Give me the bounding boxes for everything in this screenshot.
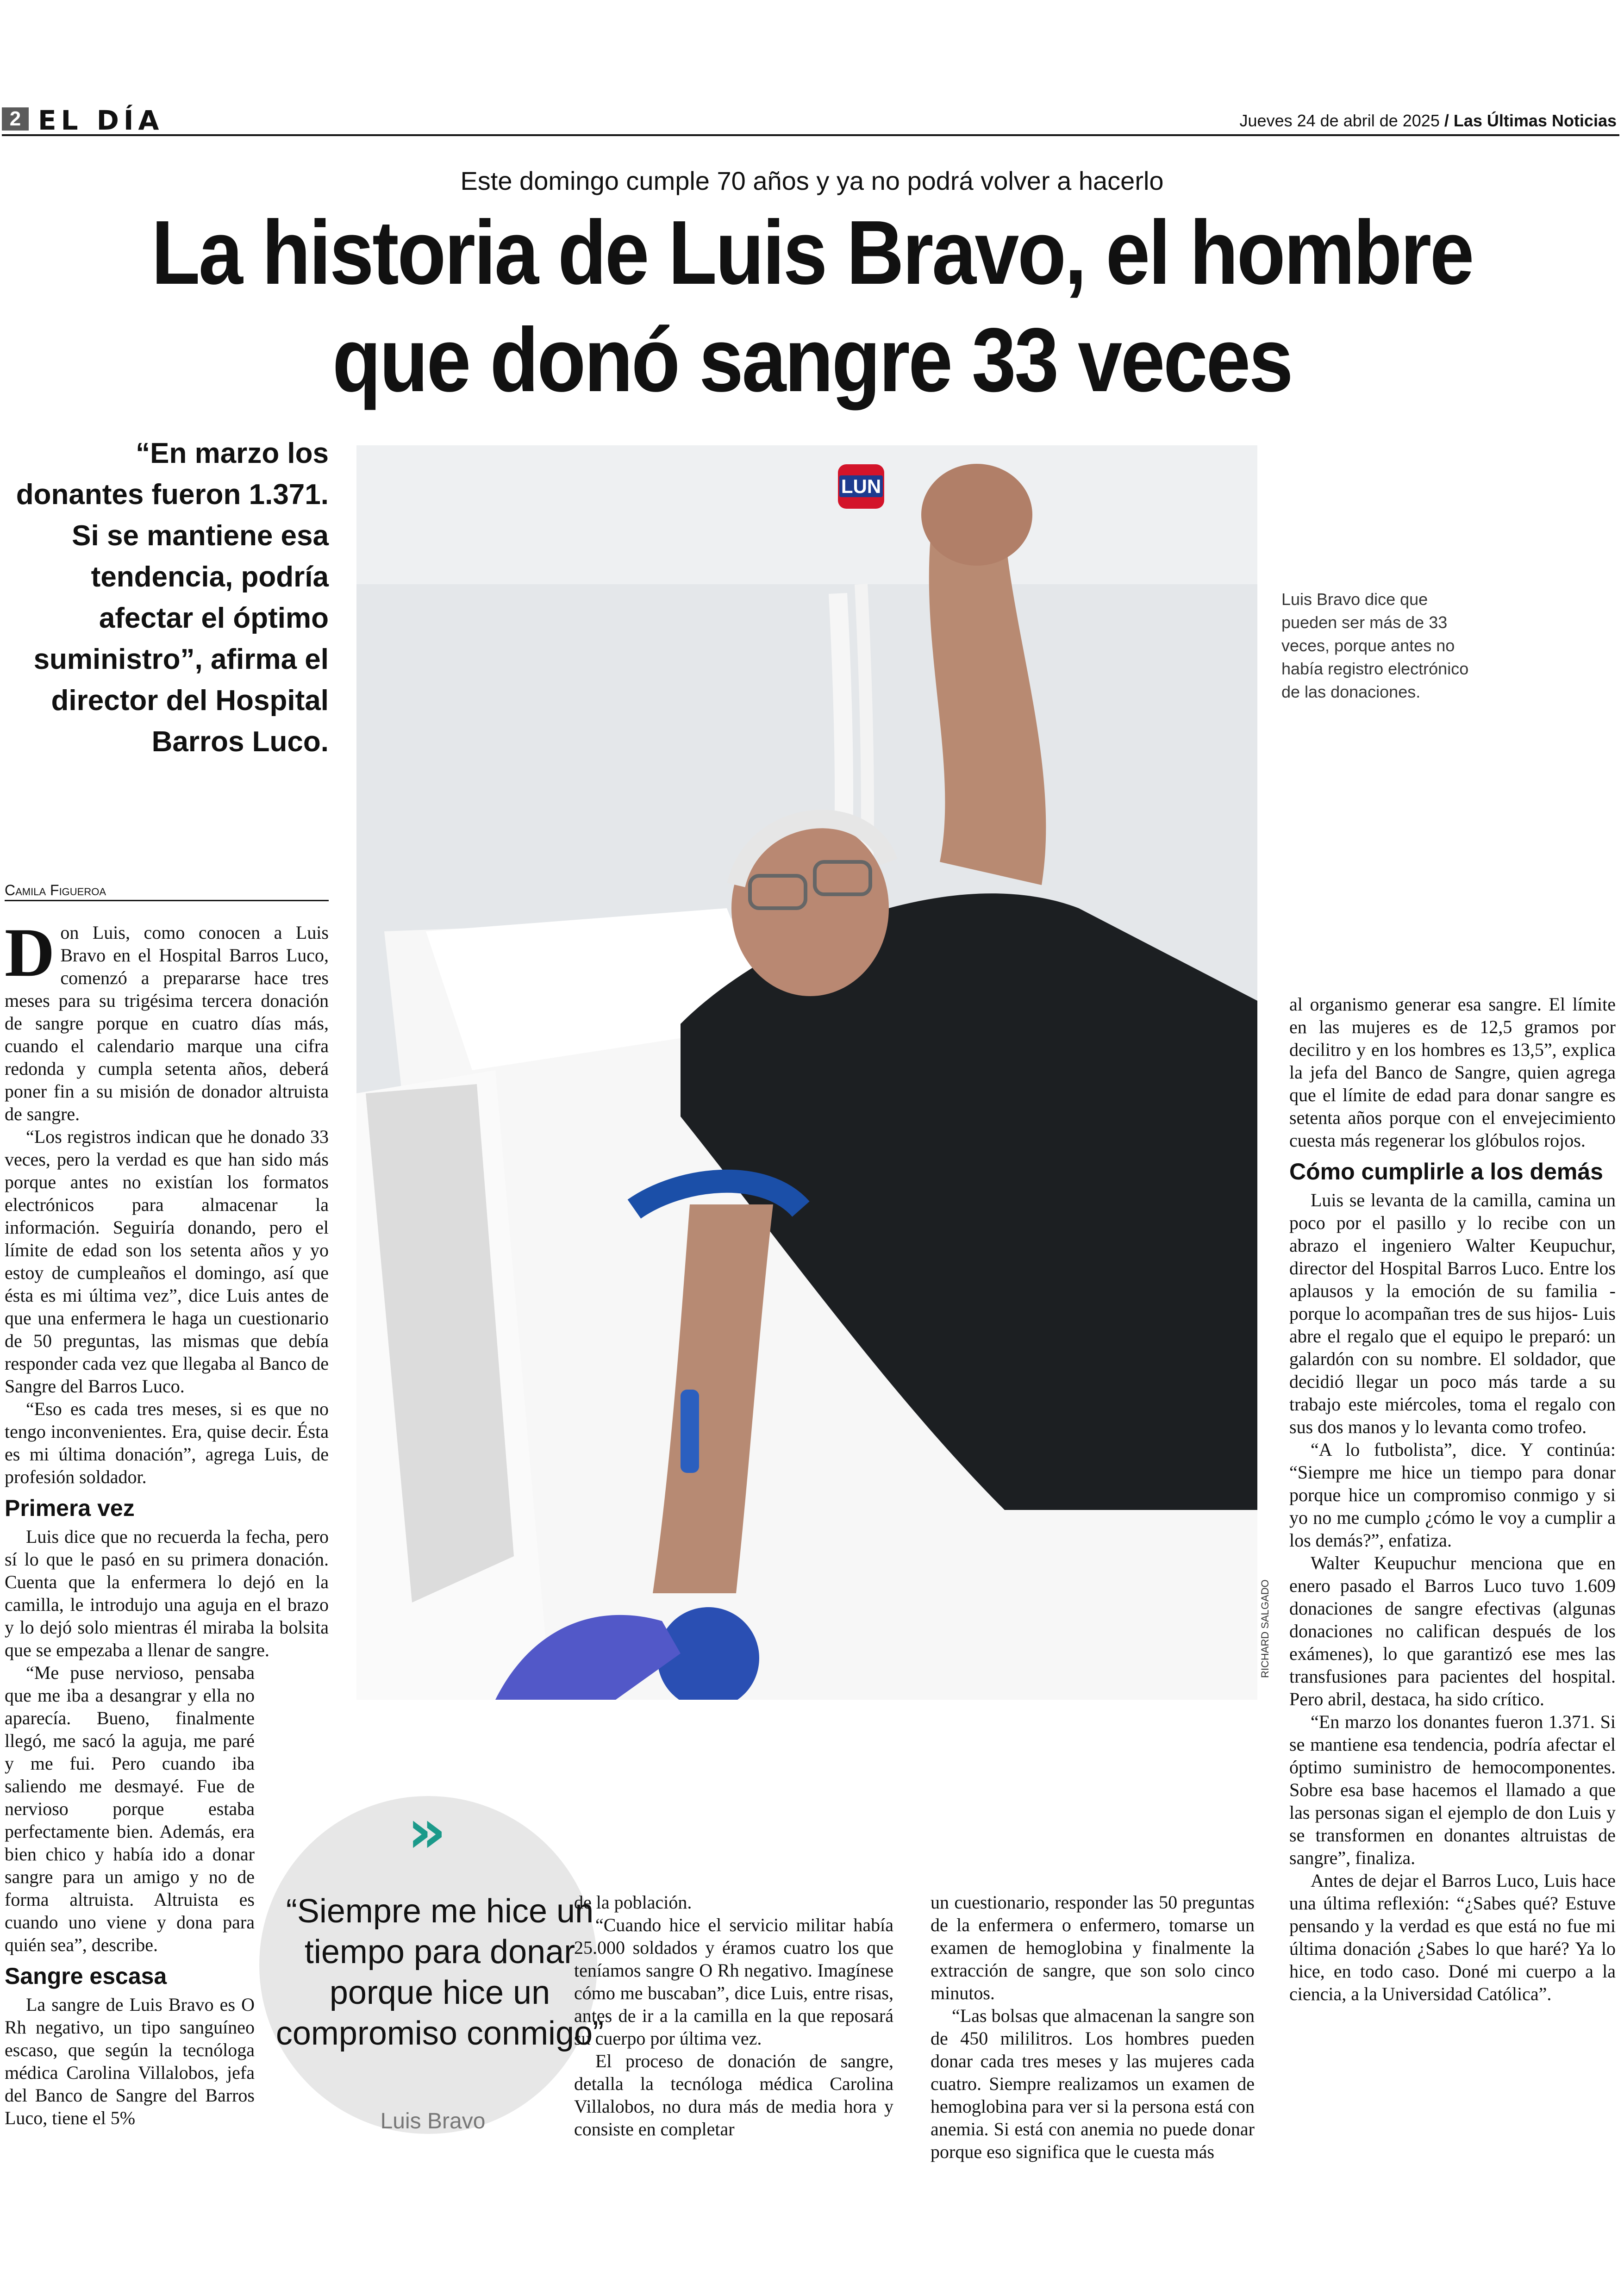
paragraph: al organismo generar esa sangre. El límite en las mujeres es de 12,5 gramos por decilitro y en los hombres es 13,5”, explica la jefa del Banco de Sangre, quien agrega que el límite de edad para donar sangre es setenta años porque con el envejecimiento cuesta más regenerar los glóbulos rojos. [1289, 994, 1616, 1151]
paragraph: Luis dice que no recuerda la fecha, pero sí lo que le pasó en su primera donación. Cuenta que la enfermera lo dejó en la camilla, le introdujo una aguja en el brazo y lo dejó solo mientras él miraba la bolsita que se empezaba a llenar de sangre. [5, 1526, 329, 1660]
subhead-como-cumplirle: Cómo cumplirle a los demás [1289, 1159, 1603, 1185]
lun-logo-text: LUN [839, 475, 883, 497]
drop-cap: D [5, 914, 55, 991]
headline-line-1: La historia de Luis Bravo, el hombre [151, 202, 1473, 303]
paragraph: “Me puse nervioso, pensaba que me iba a desangrar y ella no aparecía. Bueno, finalmente llegó, me sacó la aguja, me paré y me fui. Pero cuando iba saliendo me desmayé. Fue de nervioso porque estaba perfectamente bien. Además, era bien chico y había ido a donar sangre para un amigo y no de forma altruista. Altruista es cuando uno viene y dona para quién sea”, describe. [5, 1662, 255, 1955]
photo-credit: RICHARD SALGADO [1259, 1579, 1271, 1678]
donor-illustration [356, 445, 1257, 1700]
issue-date [1240, 111, 1617, 131]
page-header [2, 106, 1619, 136]
wrapped-text [5, 1661, 255, 2129]
page-number: 2 [2, 107, 29, 131]
paragraph: Antes de dejar el Barros Luco, Luis hace una última reflexión: “¿Sabes qué? Estuve pensando y la verdad es que está no fue mi última donación ¿Sabes lo que haré? Ya lo hice, en todo caso. Doné mi cuerpo a la ciencia, a la Universidad Católica”. [1289, 1870, 1616, 2004]
headline [130, 199, 1494, 414]
headline-line-2: que donó sangre 33 veces [332, 309, 1292, 411]
paragraph-text: on Luis, como conocen a Luis Bravo en el Hospital Barros Luco, comenzó a prepararse hace tres meses para su trigésima tercera donación de sangre porque en cuatro días más, cuando el calendario marque una cifra redonda y cumpla setenta años, deberá poner fin a su misión de donador altruista de sangre. [5, 922, 329, 1124]
paragraph: “Los registros indican que he donado 33 veces, pero la verdad es que han sido más porque antes no existían los formatos electrónicos para almacenar la información. Seguiría donando, pero el límite de edad son los setenta años y yo estoy de cumpleaños el domingo, así que ésta es mi última vez”, dice Luis antes de que una enfermera le haga un cuestionario de 50 preguntas, las mismas que debía responder cada vez que llegaba al Banco de Sangre del Barros Luco. [5, 1126, 329, 1397]
paragraph: La sangre de Luis Bravo es O Rh negativo, un tipo sanguíneo escaso, que según la tecnóloga médica Carolina Villalobos, jefa del Banco de Sangre del Barros Luco, tiene el 5% [5, 1994, 255, 2128]
kicker: Este domingo cumple 70 años y ya no podrá volver a hacerlo [460, 166, 1164, 195]
byline: Camila Figueroa [5, 882, 329, 901]
paragraph [5, 914, 329, 1125]
lead-quote: “En marzo los donantes fueron 1.371. Si se mantiene esa tendencia, podría afectar el óptimo suministro”, afirma el director del Hospital Barros Luco. [16, 437, 329, 758]
pull-quote-text: “Siempre me hice un tiempo para donar porque hice un compromiso conmigo” [275, 1893, 604, 2052]
paragraph: “Eso es cada tres meses, si es que no tengo inconvenientes. Era, quise decir. Ésta es mi última donación”, agrega Luis, de profesión soldador. [5, 1398, 329, 1487]
main-photo [356, 445, 1257, 1700]
paragraph: “Cuando hice el servicio militar había 25.000 soldados y éramos cuatro los que teníamos sangre O Rh negativo. Imagínese cómo me buscaban”, dice Luis, entre risas, antes de ir a la camilla en la que reposará su cuerpo por última vez. [574, 1915, 893, 2049]
column-2 [574, 1891, 893, 2140]
paragraph: “A lo futbolista”, dice. Y continúa: “Siempre me hice un tiempo para donar porque hice un compromiso conmigo y si yo no me cumplo ¿cómo le voy a cumplir a los demás?”, enfatiza. [1289, 1439, 1616, 1551]
quote-chevron-icon: » [407, 1796, 436, 1866]
paragraph: un cuestionario, responder las 50 preguntas de la enfermera o enfermero, tomarse un examen de hemoglobina y finalmente la extracción de sangre, que son solo cinco minutos. [931, 1892, 1255, 2003]
section-name: EL DÍA [38, 105, 164, 136]
date-text: Jueves 24 de abril de 2025 [1239, 111, 1440, 130]
pull-quote-author: Luis Bravo [380, 2109, 486, 2133]
column-3 [931, 1891, 1255, 2163]
publication-name: Las Últimas Noticias [1453, 111, 1617, 130]
date-separator: / [1439, 111, 1454, 130]
paragraph: de la población. [574, 1892, 692, 1913]
paragraph: Walter Keupuchur menciona que en enero pasado el Barros Luco tuvo 1.609 donaciones de sangre efectivas (algunas donaciones no califican después de los exámenes), lo que garantizó ese mes las transfusiones para pacientes del hospital. Pero abril, destaca, ha sido crítico. [1289, 1553, 1616, 1709]
paragraph: “Las bolsas que almacenan la sangre son de 450 mililitros. Los hombres pueden donar cada tres meses y las mujeres cada cuatro. Siempre realizamos un examen de hemoglobina para ver si la persona está con anemia. Si está con anemia no puede donar porque eso significa que le cuesta más [931, 2005, 1255, 2162]
subhead-sangre-escasa: Sangre escasa [5, 1963, 167, 1989]
paragraph: Luis se levanta de la camilla, camina un poco por el pasillo y lo recibe con un abrazo el ingeniero Walter Keupuchur, director del Hospital Barros Luco. Entre los aplausos y la emoción de su familia -porque lo acompañan tres de sus hijos- Luis abre el regalo que el equipo le preparó: un galardón con su nombre. El soldador, que decidió llegar un poco más tarde a su trabajo este miércoles, toma el regalo con sus dos manos y lo levanta como trofeo. [1289, 1190, 1616, 1437]
paragraph: El proceso de donación de sangre, detalla la tecnóloga médica Carolina Villalobos, no dura más de media hora y consiste en completar [574, 2051, 893, 2139]
subhead-primera-vez: Primera vez [5, 1495, 135, 1521]
paragraph: “En marzo los donantes fueron 1.371. Si se mantiene esa tendencia, podría afectar el óptimo suministro de hemocomponentes. Sobre esa base hacemos el llamado a que las personas sigan el ejemplo de don Luis y se transformen en donantes altruistas de sangre”, finaliza. [1289, 1711, 1616, 1868]
photo-caption: Luis Bravo dice que pueden ser más de 33 veces, porque antes no había registro electrónico de las donaciones. [1281, 590, 1469, 701]
lun-logo [838, 464, 884, 509]
column-4 [1289, 993, 1616, 2005]
